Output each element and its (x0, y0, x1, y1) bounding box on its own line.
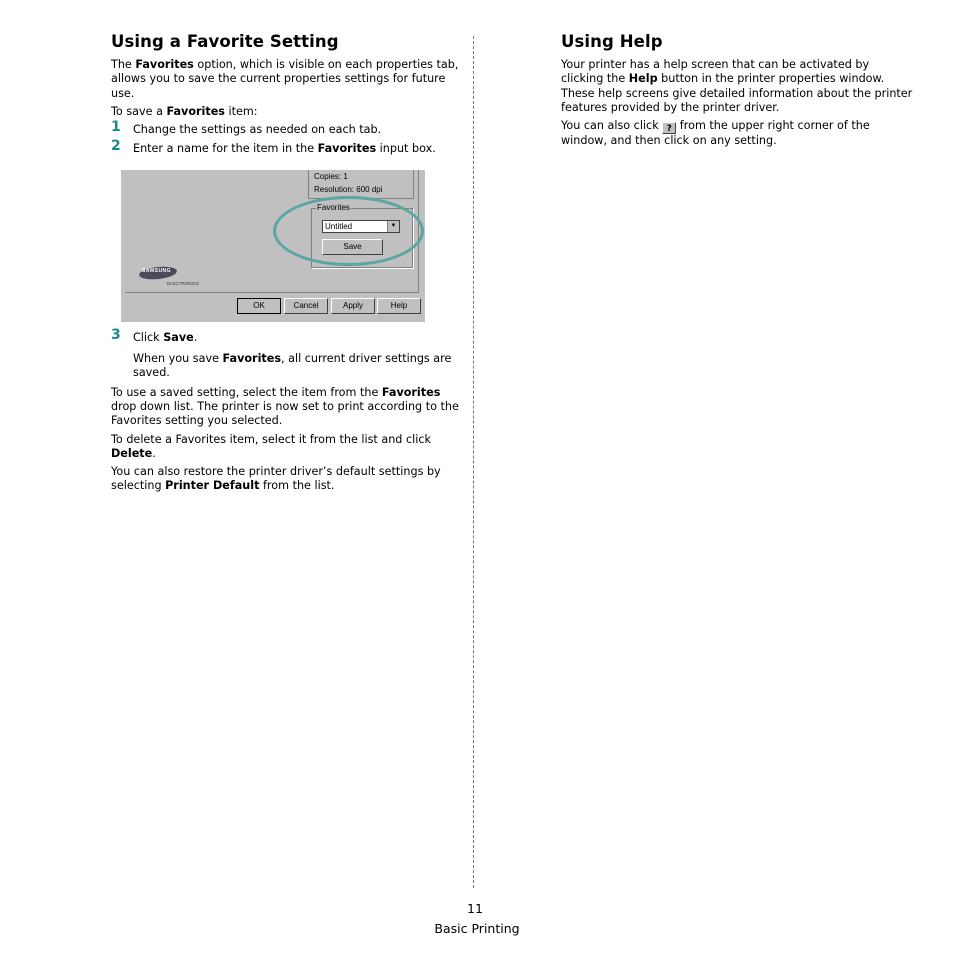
right-column (561, 32, 913, 152)
column-divider (473, 36, 474, 888)
highlight-ellipse (273, 196, 424, 266)
to-save-text: To save a Favorites item: (111, 104, 258, 118)
resolution-readout: Resolution: 600 dpi (314, 184, 383, 194)
help-para-2: You can also click ? from the upper right corner of the window, and then click on any setting. (561, 119, 870, 148)
help-question-icon: ? (662, 122, 676, 134)
step-1: 1 Change the settings as needed on each tab. (111, 119, 382, 137)
save-button[interactable]: Save (322, 239, 383, 255)
left-column (111, 32, 463, 498)
step-number: 1 (111, 119, 121, 136)
step-3-note: When you save Favorites, all current driver settings are saved. (133, 352, 452, 380)
restore-text: You can also restore the printer driver’s default settings by selecting Printer Default from the list. (111, 465, 441, 493)
logo-subtext: ELECTRONICS (167, 280, 200, 286)
copies-readout: Copies: 1 (314, 171, 348, 181)
help-para-1: Your printer has a help screen that can be activated by clicking the Help button in the printer properties window. These help screens give detailed information about the printer features provided by the printer driver. (561, 58, 913, 114)
favorites-group-label: Favorites (317, 202, 350, 212)
help-button[interactable]: Help (377, 298, 421, 314)
summary-box (308, 170, 414, 199)
ok-button[interactable]: OK (237, 298, 281, 314)
step-3: 3 Click Save. (111, 326, 198, 344)
section-title-favorites: Using a Favorite Setting (111, 32, 339, 51)
chevron-down-icon[interactable]: ▼ (387, 221, 399, 232)
use-saved-text: To use a saved setting, select the item from the Favorites drop down list. The printer is now set to print according to the Favorites setting you selected. (111, 385, 459, 428)
section-name: Basic Printing (434, 921, 520, 936)
section-title-help: Using Help (561, 32, 663, 51)
page-number: 11 (467, 901, 483, 916)
step-number: 3 (111, 326, 121, 343)
step-number: 2 (111, 138, 121, 155)
logo-text: SAMSUNG (142, 267, 172, 274)
apply-button[interactable]: Apply (331, 298, 375, 314)
cancel-button[interactable]: Cancel (284, 298, 328, 314)
step-2: 2 Enter a name for the item in the Favorites input box. (111, 138, 436, 156)
favorites-screenshot (121, 170, 425, 322)
delete-text: To delete a Favorites item, select it from the list and click Delete. (111, 432, 431, 460)
favorites-value: Untitled (325, 221, 353, 231)
favorites-intro: The Favorites option, which is visible on each properties tab, allows you to save the current properties settings for future use. (111, 58, 459, 100)
